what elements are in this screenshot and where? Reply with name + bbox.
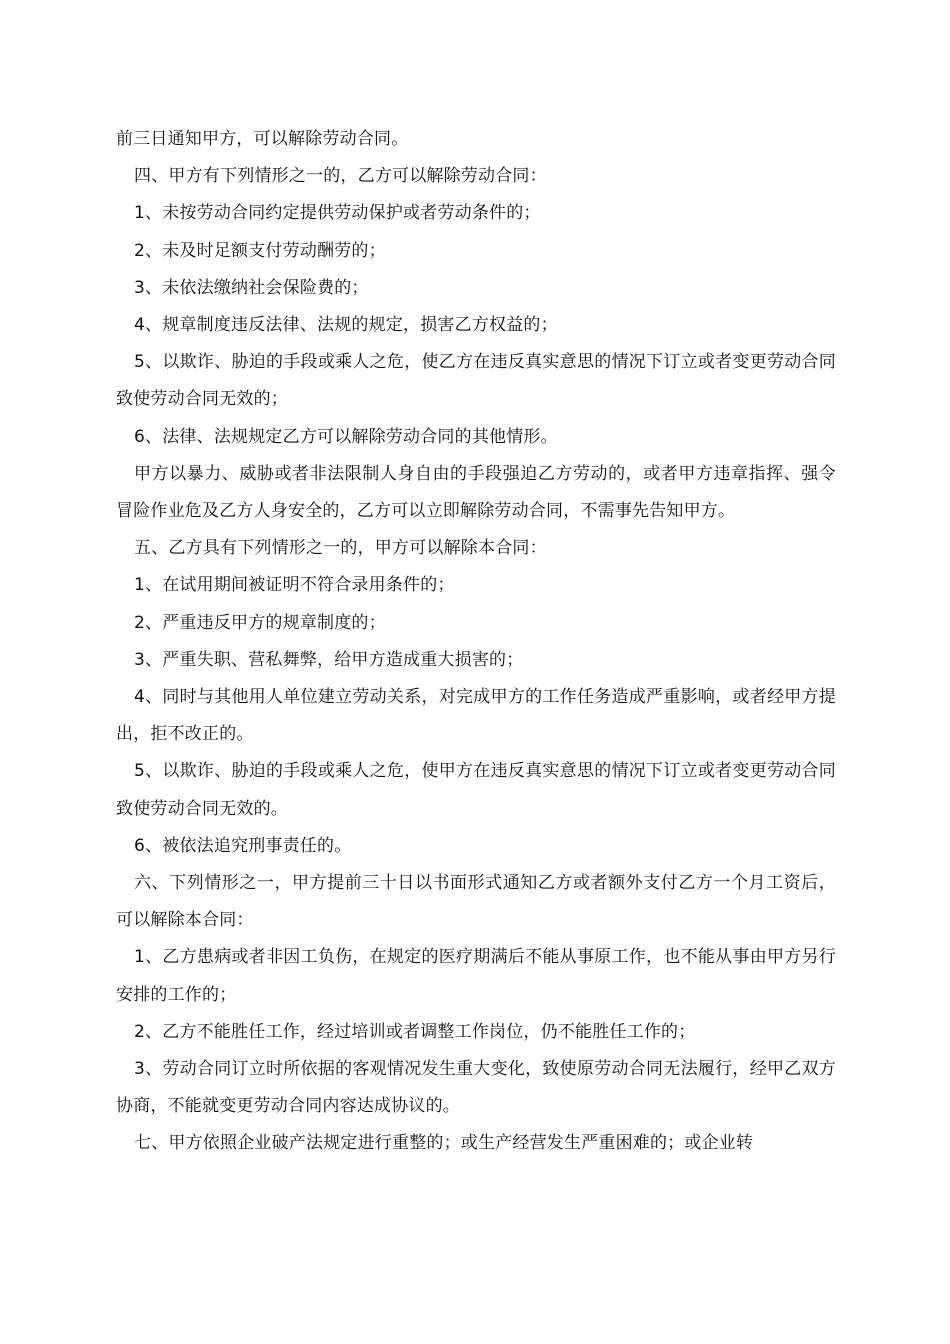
list-item: 3、劳动合同订立时所依据的客观情况发生重大变化，致使原劳动合同无法履行，经甲乙双方协商，不能就变更劳动合同内容达成协议的。 xyxy=(116,1059,836,1117)
list-item: 6、被依法追究刑事责任的。 xyxy=(134,835,352,856)
list-item: 6、法律、法规规定乙方可以解除劳动合同的其他情形。 xyxy=(134,426,558,447)
list-item: 1、在试用期间被证明不符合录用条件的； xyxy=(134,575,455,596)
list-item: 2、乙方不能胜任工作，经过培训或者调整工作岗位，仍不能胜任工作的； xyxy=(134,1021,696,1042)
section-heading-4: 四、甲方有下列情形之一的，乙方可以解除劳动合同： xyxy=(134,166,547,187)
list-item: 3、严重失职、营私舞弊，给甲方造成重大损害的； xyxy=(134,649,524,670)
list-item: 4、同时与其他用人单位建立劳动关系，对完成甲方的工作任务造成严重影响，或者经甲方提出，拒不改正的。 xyxy=(116,687,836,745)
list-item: 2、未及时足额支付劳动酬劳的； xyxy=(134,240,386,261)
list-item: 3、未依法缴纳社会保险费的； xyxy=(134,277,369,298)
paragraph: 前三日通知甲方，可以解除劳动合同。 xyxy=(116,129,409,149)
section-heading-7: 七、甲方依照企业破产法规定进行重整的；或生产经营发生严重困难的；或企业转 xyxy=(134,1133,754,1154)
section-heading-6: 六、下列情形之一，甲方提前三十日以书面形式通知乙方或者额外支付乙方一个月工资后，可以解除本合同： xyxy=(116,873,836,931)
list-item: 5、以欺诈、胁迫的手段或乘人之危，使乙方在违反真实意思的情况下订立或者变更劳动合同致使劳动合同无效的； xyxy=(116,352,836,410)
list-item: 2、严重违反甲方的规章制度的； xyxy=(134,612,386,633)
paragraph: 甲方以暴力、威胁或者非法限制人身自由的手段强迫乙方劳动的，或者甲方违章指挥、强令冒险作业危及乙方人身安全的，乙方可以立即解除劳动合同，不需事先告知甲方。 xyxy=(116,463,836,522)
list-item: 4、规章制度违反法律、法规的规定，损害乙方权益的； xyxy=(134,315,558,336)
list-item: 1、未按劳动合同约定提供劳动保护或者劳动条件的； xyxy=(134,203,541,224)
document-body xyxy=(116,121,836,1163)
section-heading-5: 五、乙方具有下列情形之一的，甲方可以解除本合同： xyxy=(134,538,547,559)
list-item: 1、乙方患病或者非因工负伤，在规定的医疗期满后不能从事原工作，也不能从事由甲方另行安排的工作的； xyxy=(116,947,836,1005)
list-item: 5、以欺诈、胁迫的手段或乘人之危，使甲方在违反真实意思的情况下订立或者变更劳动合同致使劳动合同无效的。 xyxy=(116,761,836,819)
